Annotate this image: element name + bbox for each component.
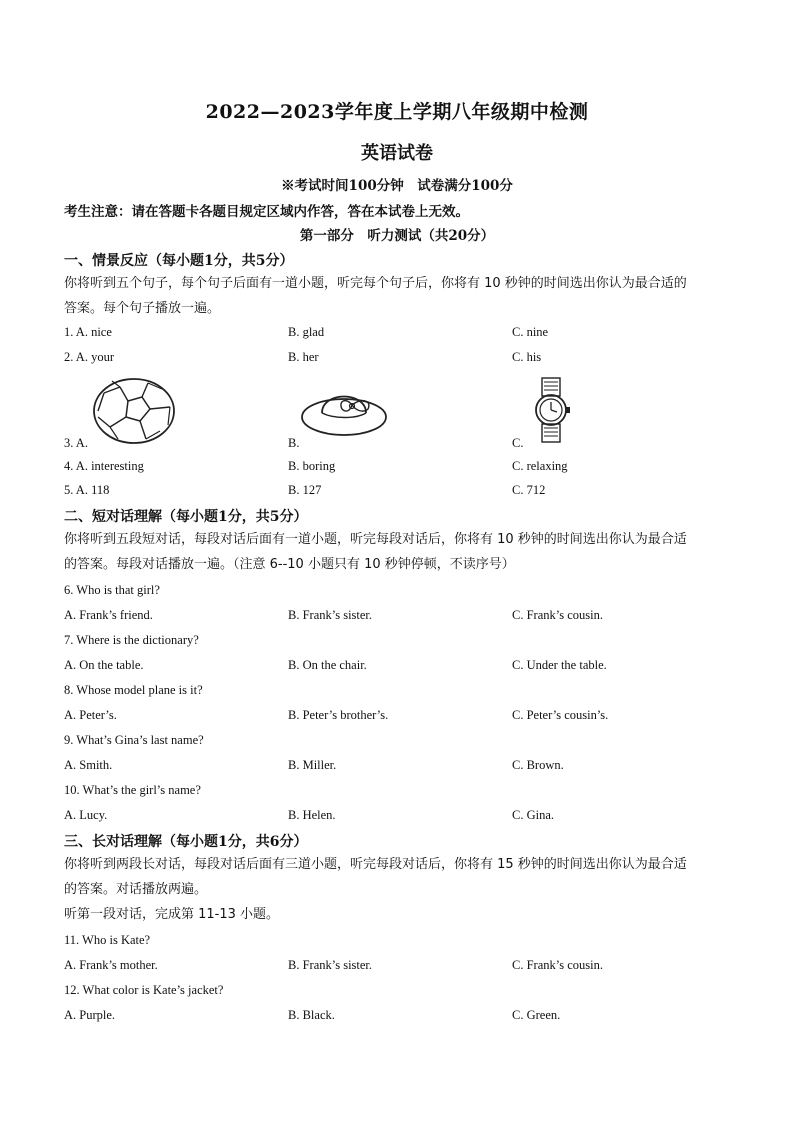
section3-instruction-line1: 你将听到两段长对话，每段对话后面有三道小题，听完每段对话后，你将有 15 秒钟的时间选出你认为最合适 xyxy=(64,857,687,872)
q1-option-c: C. nine xyxy=(512,325,549,339)
section1-heading: 一、情景反应（每小题1分，共5分） xyxy=(64,253,294,269)
q6-option-c: C. Frank’s cousin. xyxy=(512,608,603,622)
q7-option-b: B. On the chair. xyxy=(288,658,367,672)
q5-option-b: B. 127 xyxy=(288,483,322,497)
q9-option-a: A. Smith. xyxy=(64,758,113,772)
q4-option-c: C. relaxing xyxy=(512,459,568,473)
section2-heading: 二、短对话理解（每小题1分，共5分） xyxy=(64,509,308,525)
q12-option-c: C. Green. xyxy=(512,1008,561,1022)
exam-subtitle: 英语试卷 xyxy=(361,143,433,164)
section2-instruction xyxy=(64,527,736,577)
q8-stem: 8. Whose model plane is it? xyxy=(64,683,203,697)
exam-title: 2022—2023学年度上学期八年级期中检测 xyxy=(205,101,589,123)
q8-option-a: A. Peter’s. xyxy=(64,708,117,722)
q9-option-b: B. Miller. xyxy=(288,758,337,772)
section2-instruction-line2: 的答案。每段对话播放一遍。（注意 6--10 小题只有 10 秒钟停顿，不读序号） xyxy=(64,557,515,572)
section3-sub-instruction: 听第一段对话，完成第 11-13 小题。 xyxy=(64,907,280,922)
exam-info: ※考试时间100分钟 试卷满分100分 xyxy=(281,178,513,194)
soccer-ball-icon xyxy=(90,377,182,445)
q5-option-a: 5. A. 118 xyxy=(64,483,110,497)
q11-stem: 11. Who is Kate? xyxy=(64,933,151,947)
section3-instruction-line2: 的答案。对话播放两遍。 xyxy=(64,882,208,897)
q3-option-b: B. xyxy=(288,436,300,450)
q1-option-b: B. glad xyxy=(288,325,325,339)
section1-instruction-line1: 你将听到五个句子，每个句子后面有一道小题，听完每个句子后，你将有 10 秒钟的时间选出你认为最合适的 xyxy=(64,276,687,291)
q8-option-b: B. Peter’s brother’s. xyxy=(288,708,389,722)
q10-option-b: B. Helen. xyxy=(288,808,336,822)
section1-instruction-line2: 答案。每个句子播放一遍。 xyxy=(64,301,221,316)
q6-option-a: A. Frank’s friend. xyxy=(64,608,153,622)
q4-option-a: 4. A. interesting xyxy=(64,459,144,473)
q11-option-a: A. Frank’s mother. xyxy=(64,958,158,972)
watch-icon xyxy=(528,376,574,444)
q1-option-a: 1. A. nice xyxy=(64,325,112,339)
q2-option-b: B. her xyxy=(288,350,319,364)
q4-option-b: B. boring xyxy=(288,459,336,473)
q8-option-c: C. Peter’s cousin’s. xyxy=(512,708,609,722)
q3-option-a: 3. A. xyxy=(64,436,88,450)
part-title: 第一部分 听力测试（共20分） xyxy=(299,228,495,244)
q12-stem: 12. What color is Kate’s jacket? xyxy=(64,983,224,997)
q6-stem: 6. Who is that girl? xyxy=(64,583,160,597)
q12-option-b: B. Black. xyxy=(288,1008,335,1022)
section1-instruction xyxy=(64,271,736,321)
section3-heading: 三、长对话理解（每小题1分，共6分） xyxy=(64,834,308,850)
q2-option-a: 2. A. your xyxy=(64,350,114,364)
q7-option-c: C. Under the table. xyxy=(512,658,607,672)
q2-option-c: C. his xyxy=(512,350,542,364)
q9-stem: 9. What’s Gina’s last name? xyxy=(64,733,204,747)
section2-instruction-line1: 你将听到五段短对话，每段对话后面有一道小题，听完每段对话后，你将有 10 秒钟的时间选出你认为最合适 xyxy=(64,532,687,547)
q7-stem: 7. Where is the dictionary? xyxy=(64,633,199,647)
q3-option-c: C. xyxy=(512,436,524,450)
q10-option-a: A. Lucy. xyxy=(64,808,108,822)
section3-instruction xyxy=(64,852,736,927)
q11-option-c: C. Frank’s cousin. xyxy=(512,958,603,972)
q9-option-c: C. Brown. xyxy=(512,758,564,772)
q6-option-b: B. Frank’s sister. xyxy=(288,608,373,622)
q11-option-b: B. Frank’s sister. xyxy=(288,958,373,972)
q12-option-a: A. Purple. xyxy=(64,1008,116,1022)
q10-option-c: C. Gina. xyxy=(512,808,555,822)
candidate-notice: 考生注意：请在答题卡各题目规定区域内作答，答在本试卷上无效。 xyxy=(64,204,469,220)
hat-icon xyxy=(300,383,392,441)
q7-option-a: A. On the table. xyxy=(64,658,144,672)
q10-stem: 10. What’s the girl’s name? xyxy=(64,783,201,797)
q5-option-c: C. 712 xyxy=(512,483,546,497)
